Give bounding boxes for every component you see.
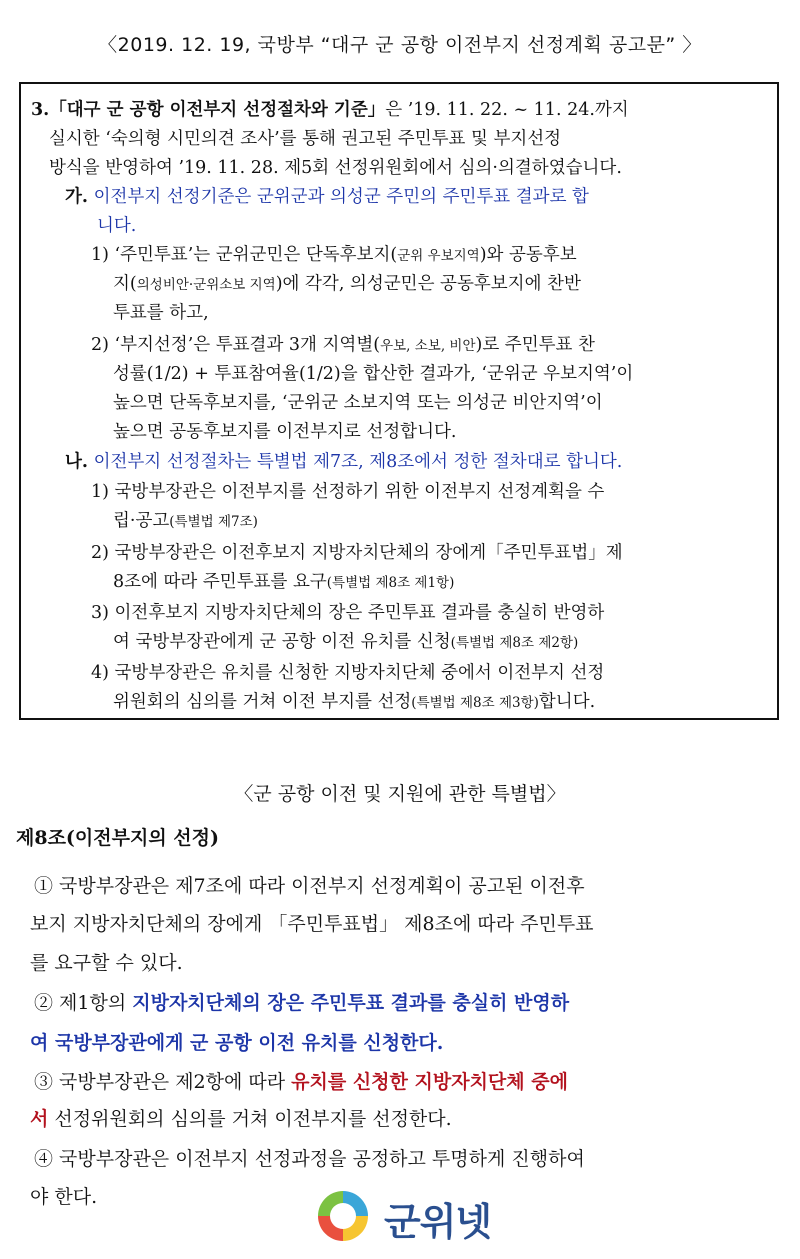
law-para-2-line-1: ② 제1항의 지방자치단체의 장은 주민투표 결과를 충실히 반영하: [34, 992, 570, 1014]
section-na-text: 이전부지 선정절차는 특별법 제7조, 제8조에서 정한 절차대로 합니다.: [93, 452, 623, 472]
section-ga-heading: [65, 185, 589, 209]
na-item-2-line-2: 8조에 따라 주민투표를 요구(특별법 제8조 제1항): [113, 572, 455, 592]
notice-line-2: 실시한 ‘숙의형 시민의견 조사’를 통해 권고된 주민투표 및 부지선정: [49, 129, 562, 149]
law-para-1-line-1: ① 국방부장관은 제7조에 따라 이전부지 선정계획이 공고된 이전후: [34, 875, 585, 897]
na-item-4-line-2: 위원회의 심의를 거쳐 이전 부지를 선정(특별법 제8조 제3항)합니다.: [113, 692, 596, 712]
law-para-2-line-2: 여 국방부장관에게 군 공항 이전 유치를 신청한다.: [30, 1032, 444, 1054]
ga-item-1-line-2: 지(의성비안·군위소보 지역)에 각각, 의성군민은 공동후보지에 찬반: [113, 274, 581, 294]
na-item-1-line-2: 립·공고(특별법 제7조): [113, 511, 258, 531]
logo-mark-icon: [312, 1185, 374, 1247]
law-para-4-line-2: 야 한다.: [30, 1186, 98, 1208]
section-na-heading: [65, 450, 622, 474]
law-para-3-line-1: ③ 국방부장관은 제2항에 따라 유치를 신청한 지방자치단체 중에: [34, 1071, 568, 1093]
law-para-3-highlight: 유치를 신청한 지방자치단체 중에: [291, 1071, 568, 1093]
na-item-3-line-2: 여 국방부장관에게 군 공항 이전 유치를 신청(특별법 제8조 제2항): [113, 632, 579, 652]
na-item-4-line-1: 4) 국방부장관은 유치를 신청한 지방자치단체 중에서 이전부지 선정: [91, 663, 605, 683]
section-ga-marker: 가.: [65, 187, 88, 207]
law-para-2-highlight: 지방자치단체의 장은 주민투표 결과를 충실히 반영하: [132, 992, 570, 1014]
section-na-marker: 나.: [65, 452, 88, 472]
logo-text: 군위넷: [384, 1200, 492, 1244]
notice-line-3: 방식을 반영하여 ’19. 11. 28. 제5회 선정위원회에서 심의·의결하였습니다.: [49, 158, 622, 178]
ga-item-2-line-3: 높으면 단독후보지를, ‘군위군 소보지역 또는 의성군 비안지역’이: [113, 393, 603, 413]
notice-line-1: 3.「대구 군 공항 이전부지 선정절차와 기준」은 ’19. 11. 22. ~ 11. 24.까지: [31, 100, 629, 120]
section-ga-continued: 니다.: [97, 216, 137, 236]
ga-item-1-line-1: 1) ‘주민투표’는 군위군민은 단독후보지(군위 우보지역)와 공동후보: [91, 245, 577, 265]
ga-item-2-line-4: 높으면 공동후보지를 이전부지로 선정합니다.: [113, 422, 457, 442]
ga-item-1-line-3: 투표를 하고,: [113, 303, 209, 323]
na-item-1-line-1: 1) 국방부장관은 이전부지를 선정하기 위한 이전부지 선정계획을 수: [91, 482, 605, 502]
gunwinet-logo: [312, 1185, 512, 1249]
law-para-1-line-3: 를 요구할 수 있다.: [30, 952, 183, 974]
ga-item-2-line-1: 2) ‘부지선정’은 투표결과 3개 지역별(우보, 소보, 비안)로 주민투표 찬: [91, 335, 595, 355]
law-para-4-line-1: ④ 국방부장관은 이전부지 선정과정을 공정하고 투명하게 진행하여: [34, 1148, 585, 1170]
notice-title: 〈2019. 12. 19, 국방부 “대구 군 공항 이전부지 선정계획 공고문” 〉: [98, 34, 702, 56]
article-heading: 제8조(이전부지의 선정): [16, 827, 220, 849]
section-ga-text: 이전부지 선정기준은 군위군과 의성군 주민의 주민투표 결과로 합: [93, 187, 589, 207]
law-para-3-line-2: 서 선정위원회의 심의를 거쳐 이전부지를 선정한다.: [30, 1108, 452, 1130]
law-title: 〈군 공항 이전 및 지원에 관한 특별법〉: [234, 783, 566, 805]
law-para-1-line-2: 보지 지방자치단체의 장에게 「주민투표법」 제8조에 따라 주민투표: [30, 913, 594, 935]
ga-item-2-line-2: 성률(1/2) + 투표참여율(1/2)을 합산한 결과가, ‘군위군 우보지역’이: [113, 364, 634, 384]
na-item-2-line-1: 2) 국방부장관은 이전후보지 지방자치단체의 장에게「주민투표법」제: [91, 543, 623, 563]
notice-box: [19, 82, 779, 720]
na-item-3-line-1: 3) 이전후보지 지방자치단체의 장은 주민투표 결과를 충실히 반영하: [91, 603, 605, 623]
